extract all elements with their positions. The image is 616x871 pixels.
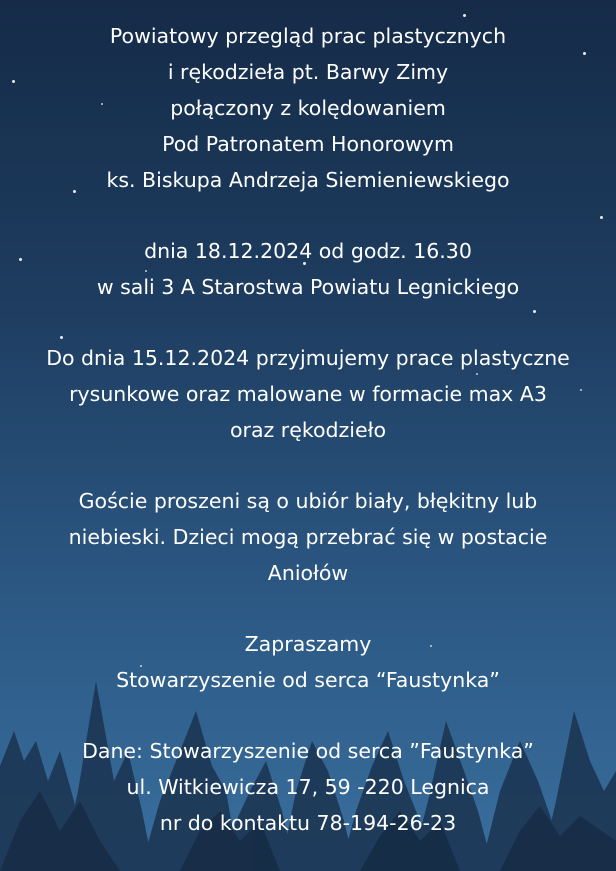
announcement-text [0, 18, 616, 841]
header-line: Pod Patronatem Honorowym [162, 132, 454, 156]
submissions-block [0, 340, 616, 448]
spacer [0, 591, 616, 626]
dress-code-line: Aniołów [267, 561, 349, 585]
event-block [0, 233, 616, 305]
header-line: ks. Biskupa Andrzeja Siemieniewskiego [106, 168, 510, 192]
header-line: i rękodzieła pt. Barwy Zimy [167, 60, 449, 84]
header-block [0, 18, 616, 198]
submissions-line: rysunkowe oraz malowane w formacie max A3 [69, 382, 547, 406]
event-date: dnia 18.12.2024 od godz. 16.30 [144, 239, 472, 263]
submissions-line: Do dnia 15.12.2024 przyjmujemy prace plastyczne [46, 346, 570, 370]
dress-code-line: Goście proszeni są o ubiór biały, błękitny lub [78, 489, 538, 513]
contact-address: ul. Witkiewicza 17, 59 -220 Legnica [126, 775, 490, 799]
star [463, 14, 466, 17]
dress-code-block [0, 483, 616, 591]
organizer-name: Stowarzyszenie od serca “Faustynka” [116, 668, 500, 692]
contact-phone: nr do kontaktu 78-194-26-23 [159, 811, 457, 835]
spacer [0, 198, 616, 233]
invitation-line: Zapraszamy [244, 632, 372, 656]
header-line: połączony z kolędowaniem [170, 96, 446, 120]
dress-code-line: niebieski. Dzieci mogą przebrać się w postacie [68, 525, 548, 549]
submissions-line: oraz rękodzieło [230, 418, 386, 442]
spacer [0, 448, 616, 483]
invitation-block [0, 626, 616, 698]
header-line: Powiatowy przegląd prac plastycznych [109, 24, 507, 48]
contact-organizer: Dane: Stowarzyszenie od serca ”Faustynka” [82, 739, 534, 763]
spacer [0, 698, 616, 733]
contact-block [0, 733, 616, 841]
spacer [0, 305, 616, 340]
event-location: w sali 3 A Starostwa Powiatu Legnickiego [96, 275, 520, 299]
